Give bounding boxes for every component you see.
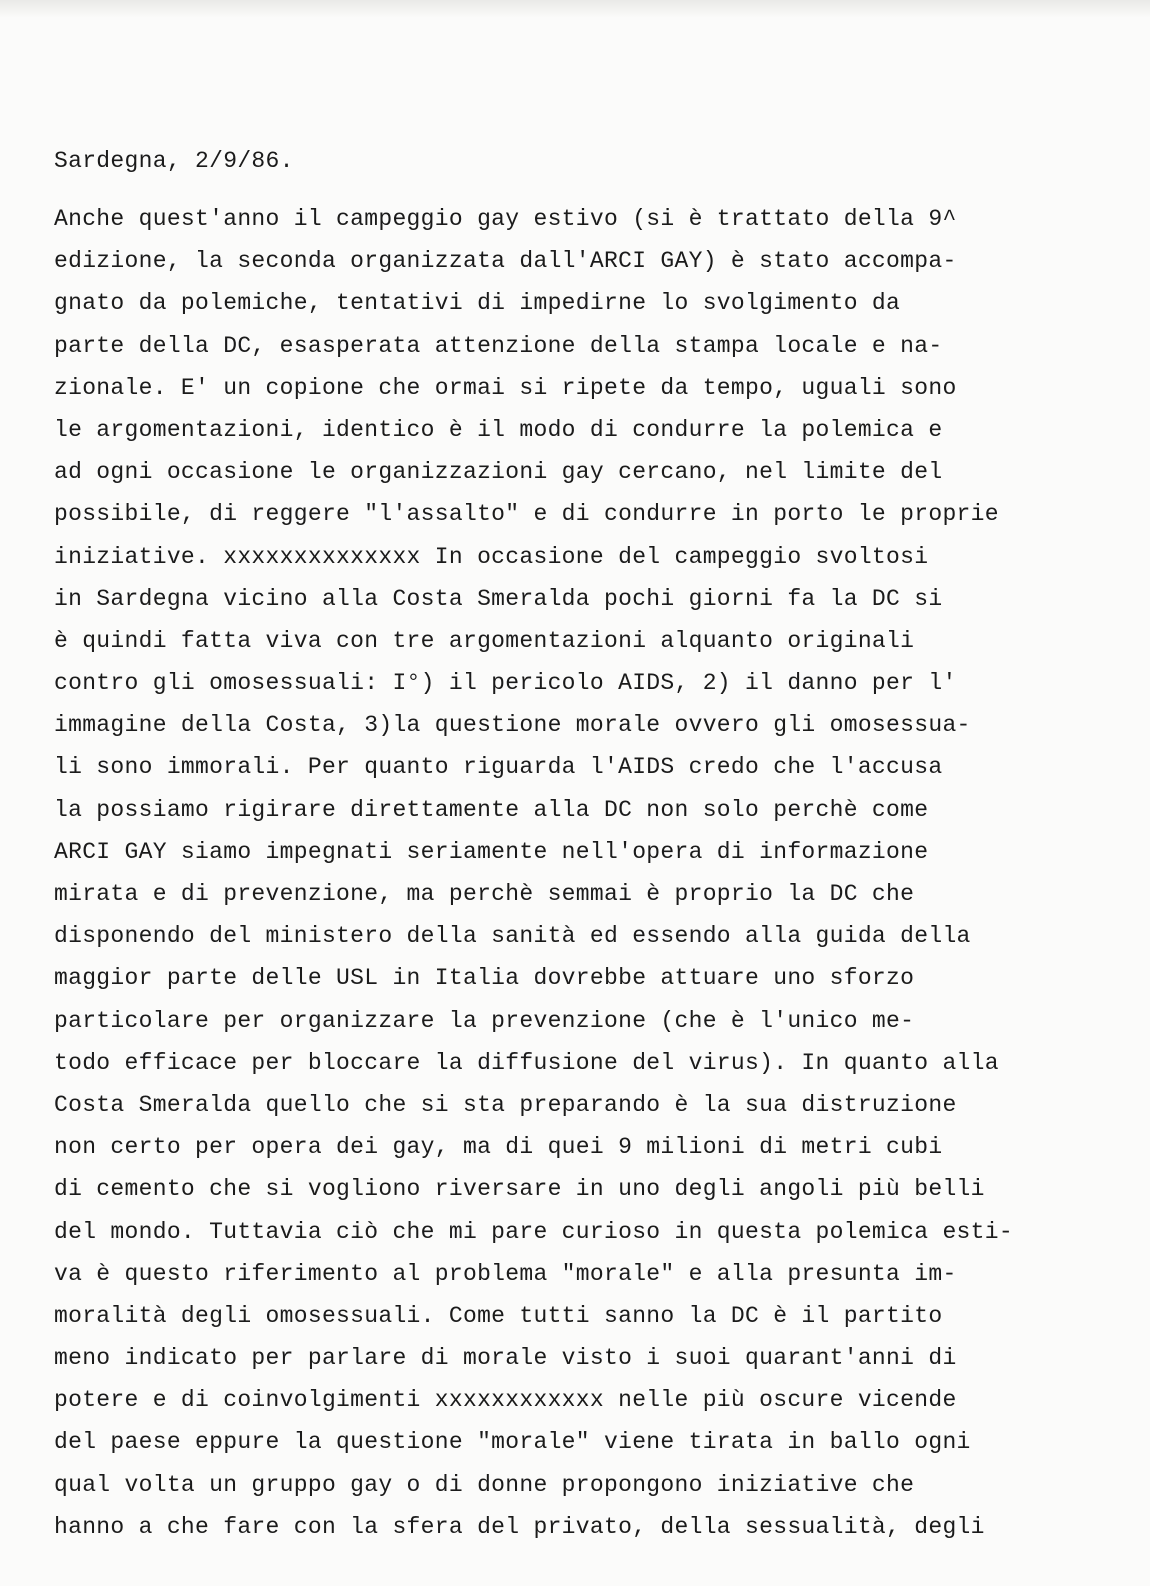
- text-line: moralità degli omosessuali. Come tutti sanno la DC è il partito: [54, 1302, 943, 1329]
- text-line: zionale. E' un copione che ormai si ripete da tempo, uguali sono: [54, 374, 957, 401]
- text-line: del mondo. Tuttavia ciò che mi pare curioso in questa polemica esti-: [54, 1218, 1013, 1245]
- text-line: possibile, di reggere "l'assalto" e di condurre in porto le proprie: [54, 501, 999, 528]
- dateline: Sardegna, 2/9/86.: [54, 148, 294, 174]
- text-line: meno indicato per parlare di morale visto i suoi quarant'anni di: [54, 1345, 957, 1372]
- text-line: non certo per opera dei gay, ma di quei 9 milioni di metri cubi: [54, 1134, 943, 1161]
- text-line: è quindi fatta viva con tre argomentazioni alquanto originali: [54, 627, 915, 654]
- text-line: Costa Smeralda quello che si sta preparando è la sua distruzione: [54, 1091, 957, 1118]
- text-line: va è questo riferimento al problema "morale" e alla presunta im-: [54, 1260, 957, 1287]
- text-line: ad ogni occasione le organizzazioni gay cercano, nel limite del: [54, 459, 943, 486]
- text-line: particolare per organizzare la prevenzione (che è l'unico me-: [54, 1007, 915, 1034]
- text-line: in Sardegna vicino alla Costa Smeralda pochi giorni fa la DC si: [54, 585, 943, 612]
- text-line: del paese eppure la questione "morale" viene tirata in ballo ogni: [54, 1429, 971, 1456]
- text-line: parte della DC, esasperata attenzione della stampa locale e na-: [54, 332, 943, 359]
- text-line: maggior parte delle USL in Italia dovrebbe attuare uno sforzo: [54, 965, 915, 992]
- text-line: edizione, la seconda organizzata dall'ARCI GAY) è stato accompa-: [54, 248, 957, 275]
- text-line: Anche quest'anno il campeggio gay estivo (si è trattato della 9^: [54, 206, 957, 232]
- text-line: qual volta un gruppo gay o di donne propongono iniziative che: [54, 1471, 915, 1498]
- body-text: [54, 198, 1114, 1548]
- text-line: immagine della Costa, 3)la questione morale ovvero gli omosessua-: [54, 712, 971, 739]
- text-line: la possiamo rigirare direttamente alla DC non solo perchè come: [54, 796, 929, 823]
- text-line: potere e di coinvolgimenti xxxxxxxxxxxx nelle più oscure vicende: [54, 1387, 957, 1414]
- text-line: hanno a che fare con la sfera del privato, della sessualità, degli: [54, 1513, 985, 1540]
- text-line: gnato da polemiche, tentativi di impedirne lo svolgimento da: [54, 290, 901, 317]
- text-line: todo efficace per bloccare la diffusione del virus). In quanto alla: [54, 1049, 999, 1076]
- paper-edge-shadow: [0, 0, 1150, 18]
- text-line: ARCI GAY siamo impegnati seriamente nell'opera di informazione: [54, 838, 929, 865]
- text-line: iniziative. xxxxxxxxxxxxxx In occasione del campeggio svoltosi: [54, 543, 929, 570]
- text-line: li sono immorali. Per quanto riguarda l'AIDS credo che l'accusa: [54, 754, 943, 781]
- text-line: disponendo del ministero della sanità ed essendo alla guida della: [54, 923, 971, 950]
- text-line: di cemento che si vogliono riversare in uno degli angoli più belli: [54, 1176, 985, 1203]
- text-line: mirata e di prevenzione, ma perchè semmai è proprio la DC che: [54, 881, 915, 907]
- text-line: contro gli omosessuali: I°) il pericolo AIDS, 2) il danno per l': [54, 670, 957, 697]
- text-line: le argomentazioni, identico è il modo di condurre la polemica e: [54, 416, 943, 443]
